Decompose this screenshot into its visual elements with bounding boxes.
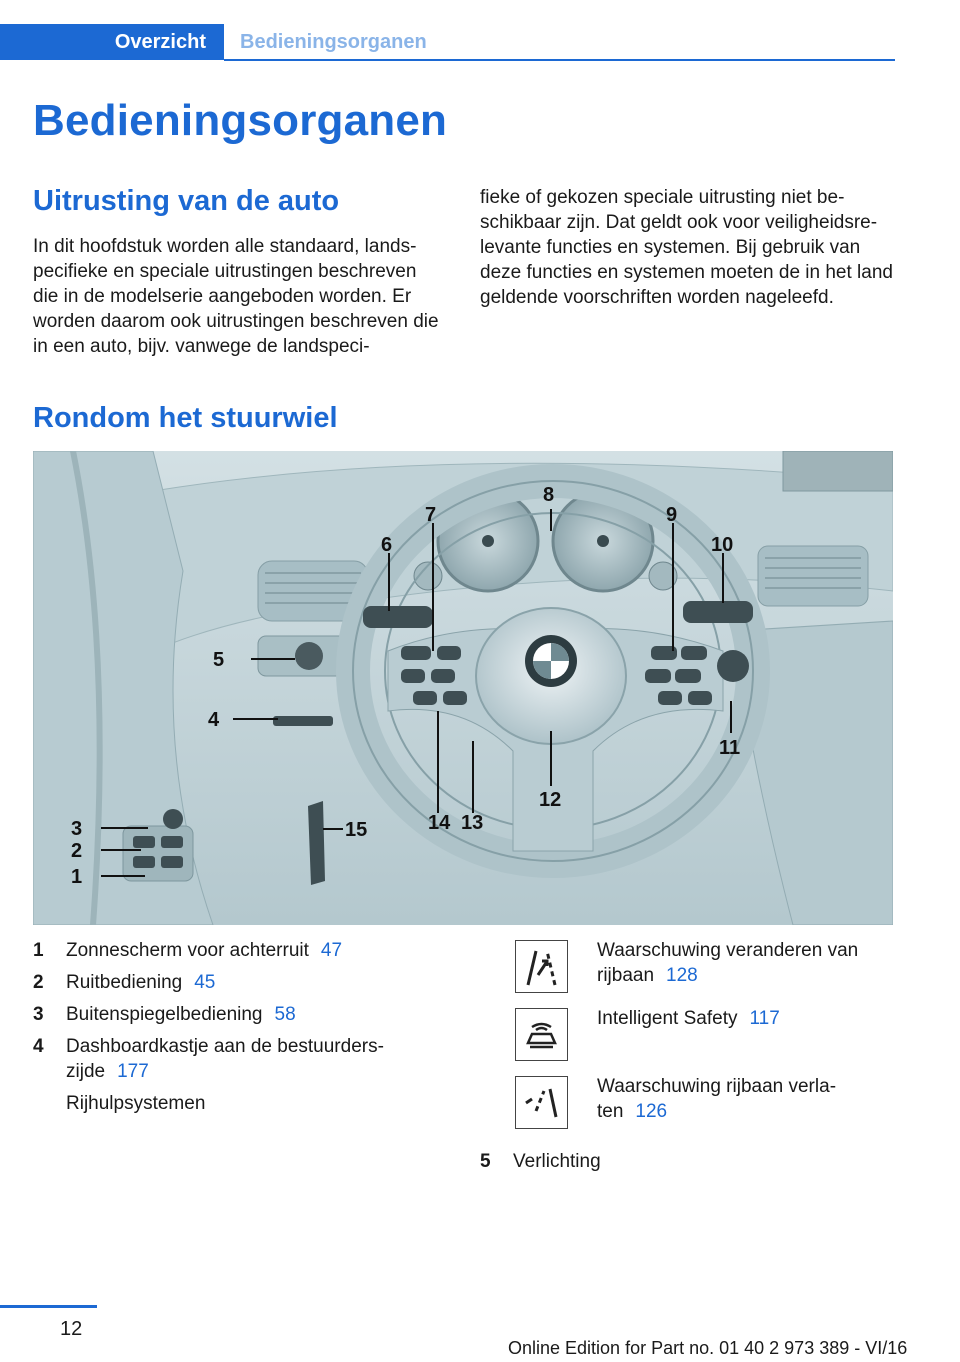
footer-rule — [0, 1305, 97, 1308]
page-link[interactable]: 177 — [117, 1061, 149, 1082]
cockpit-drawing — [33, 451, 893, 925]
callout-8: 8 — [543, 484, 555, 506]
callout-10: 10 — [711, 534, 734, 556]
item-number: 5 — [480, 1151, 491, 1172]
header-tabs — [0, 24, 895, 62]
item-text — [66, 970, 446, 995]
page-title: Bedieningsorganen — [33, 96, 448, 145]
tab-overzicht[interactable]: Overzicht — [0, 24, 224, 60]
intelligent-safety-icon — [515, 1008, 568, 1061]
item-label: Zonnescherm voor achterruit — [66, 940, 309, 961]
item-label: Buitenspiegelbediening — [66, 1004, 263, 1025]
callout-5: 5 — [213, 649, 225, 671]
page-link[interactable]: 117 — [749, 1008, 780, 1029]
item-label: Ruitbediening — [66, 972, 183, 993]
lane-change-warning-icon — [515, 940, 568, 993]
section-heading-uitrusting: Uitrusting van de auto — [33, 185, 340, 217]
legend-list-left — [33, 938, 463, 1138]
page-number: 12 — [60, 1318, 83, 1340]
page-link[interactable]: 126 — [635, 1101, 668, 1122]
item-label: Dashboardkastje aan de bestuurderszijde — [66, 1036, 384, 1082]
callout-11: 11 — [719, 737, 741, 759]
page-link[interactable]: 128 — [666, 965, 698, 986]
callout-1: 1 — [71, 866, 83, 888]
list-item — [597, 1074, 897, 1124]
item-number: 1 — [33, 940, 44, 961]
item-number: 2 — [33, 972, 44, 993]
callout-13: 13 — [461, 812, 484, 834]
paragraph-right: fieke of gekozen speciale uitrusting niet beschikbaar zijn. Dat geldt ook voor veiligheidsrelevante functies en systemen. Bij gebruik van deze functies en systemen moeten de in het land geldende voorschriften worden nageleefd. — [480, 187, 893, 308]
item-label: Rijhulpsystemen — [66, 1093, 206, 1114]
cockpit-illustration — [33, 451, 893, 925]
item-number: 3 — [33, 1004, 44, 1025]
edition-note: Online Edition for Part no. 01 40 2 973 389 - VI/16 — [508, 1338, 908, 1358]
callout-7: 7 — [425, 504, 437, 526]
callout-12: 12 — [539, 789, 562, 811]
list-item — [597, 938, 897, 988]
tab-bedieningsorganen[interactable]: Bedieningsorganen — [240, 30, 427, 53]
item-label: Intelligent Safety — [597, 1008, 738, 1029]
callout-4: 4 — [208, 709, 220, 731]
item-text — [66, 1002, 446, 1027]
item-label: Waarschuwing veranderen van rijbaan — [597, 940, 859, 986]
callout-3: 3 — [71, 818, 83, 840]
page-link[interactable]: 58 — [274, 1004, 296, 1025]
callout-15: 15 — [345, 819, 368, 841]
callout-6: 6 — [381, 534, 393, 556]
list-item-5 — [480, 1149, 900, 1179]
item-text — [66, 1034, 411, 1084]
paragraph-left: In dit hoofdstuk worden alle standaard, landspecifieke en speciale uitrustingen beschreven die in de modelserie aangeboden worden. Er worden daarom ook uitrustingen beschreven die in een auto, bijv. vanwege de landspeci- — [33, 236, 439, 357]
callout-9: 9 — [666, 504, 678, 526]
item-text — [66, 938, 446, 963]
item-number: 4 — [33, 1036, 44, 1057]
callout-14: 14 — [428, 812, 451, 834]
page-link[interactable]: 47 — [320, 940, 343, 961]
tab-underline — [224, 59, 895, 61]
page-link[interactable]: 45 — [194, 972, 216, 993]
item-label: Waarschuwing rijbaan verlaten — [597, 1076, 837, 1122]
section-heading-stuurwiel: Rondom het stuurwiel — [33, 402, 338, 434]
item-label: Verlichting — [513, 1151, 601, 1172]
lane-departure-warning-icon — [515, 1076, 568, 1129]
callout-2: 2 — [71, 840, 83, 862]
list-item — [597, 1006, 897, 1031]
